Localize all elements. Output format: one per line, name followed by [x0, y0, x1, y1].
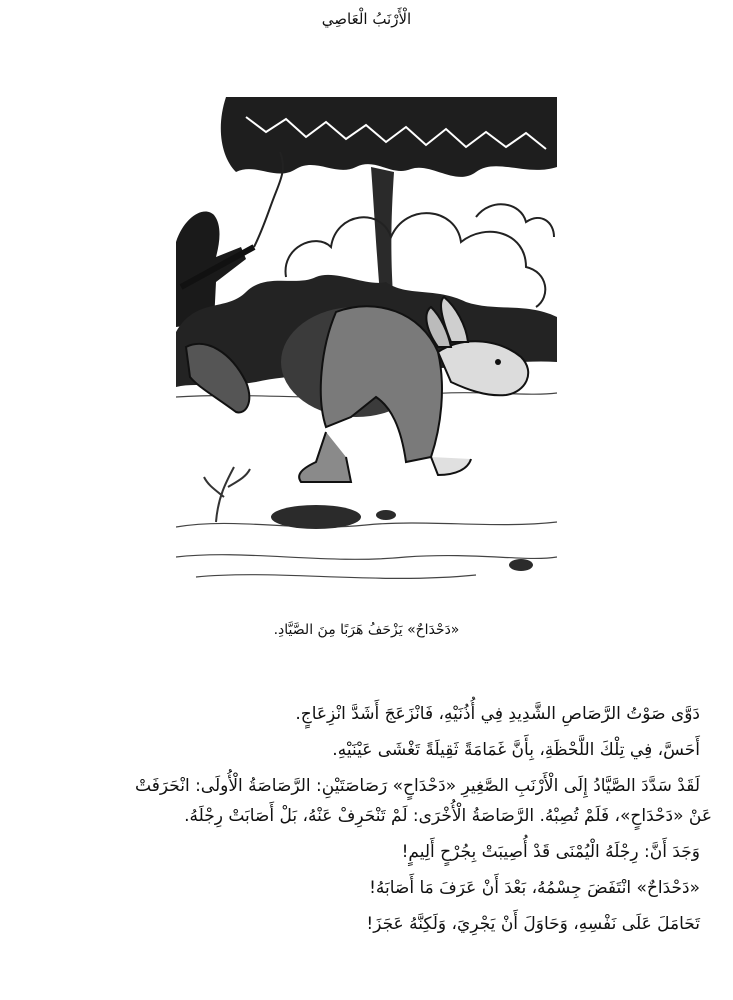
page-header-title: الْأَرْنَبُ الْعَاصِي	[321, 10, 412, 28]
paragraph: عَنْ «دَحْدَاحٍ»، فَلَمْ تُصِبْهُ. الرَّصَاصَةُ الْأُخْرَى: لَمْ تَنْحَرِفْ عَنْهُ، بَلْ أَصَابَتْ رِجْلَهُ.	[184, 806, 712, 826]
tree-foliage	[221, 97, 557, 177]
paragraph: دَوَّى صَوْتُ الرَّصَاصِ الشَّدِيدِ فِي أُذُنَيْهِ، فَانْزَعَجَ أَشَدَّ انْزِعَاجٍ.	[295, 704, 700, 724]
paragraph: «دَحْدَاحٌ» انْتَفَضَ جِسْمُهُ، بَعْدَ أَنْ عَرَفَ مَا أَصَابَهُ!	[369, 878, 700, 898]
story-illustration	[176, 97, 557, 595]
paragraph: أَحَسَّ، فِي تِلْكَ اللَّحْظَةِ، بِأَنَّ غَمَامَةً ثَقِيلَةً تَغْشَى عَيْنَيْهِ.	[332, 740, 700, 760]
figure-caption: «دَحْدَاحٌ» يَزْحَفُ هَرَبًا مِنَ الصَّيَّادِ.	[273, 622, 460, 638]
paragraph: وَجَدَ أَنَّ: رِجْلَهُ الْيُمْنَى قَدْ أُصِيبَتْ بِجُرْحٍ أَلِيمٍ!	[401, 842, 700, 862]
paragraph: لَقَدْ سَدَّدَ الصَّيَّادُ إِلَى الْأَرْنَبِ الصَّغِيرِ «دَحْدَاحٍ» رَصَاصَتَيْنِ: الرَّصَاصَةُ الْأُولَى: انْحَرَفَتْ	[135, 776, 700, 796]
paragraph: تَحَامَلَ عَلَى نَفْسِهِ، وَحَاوَلَ أَنْ يَجْرِيَ، وَلَكِنَّهُ عَجَزَ!	[366, 914, 700, 934]
story-body	[22, 700, 712, 946]
